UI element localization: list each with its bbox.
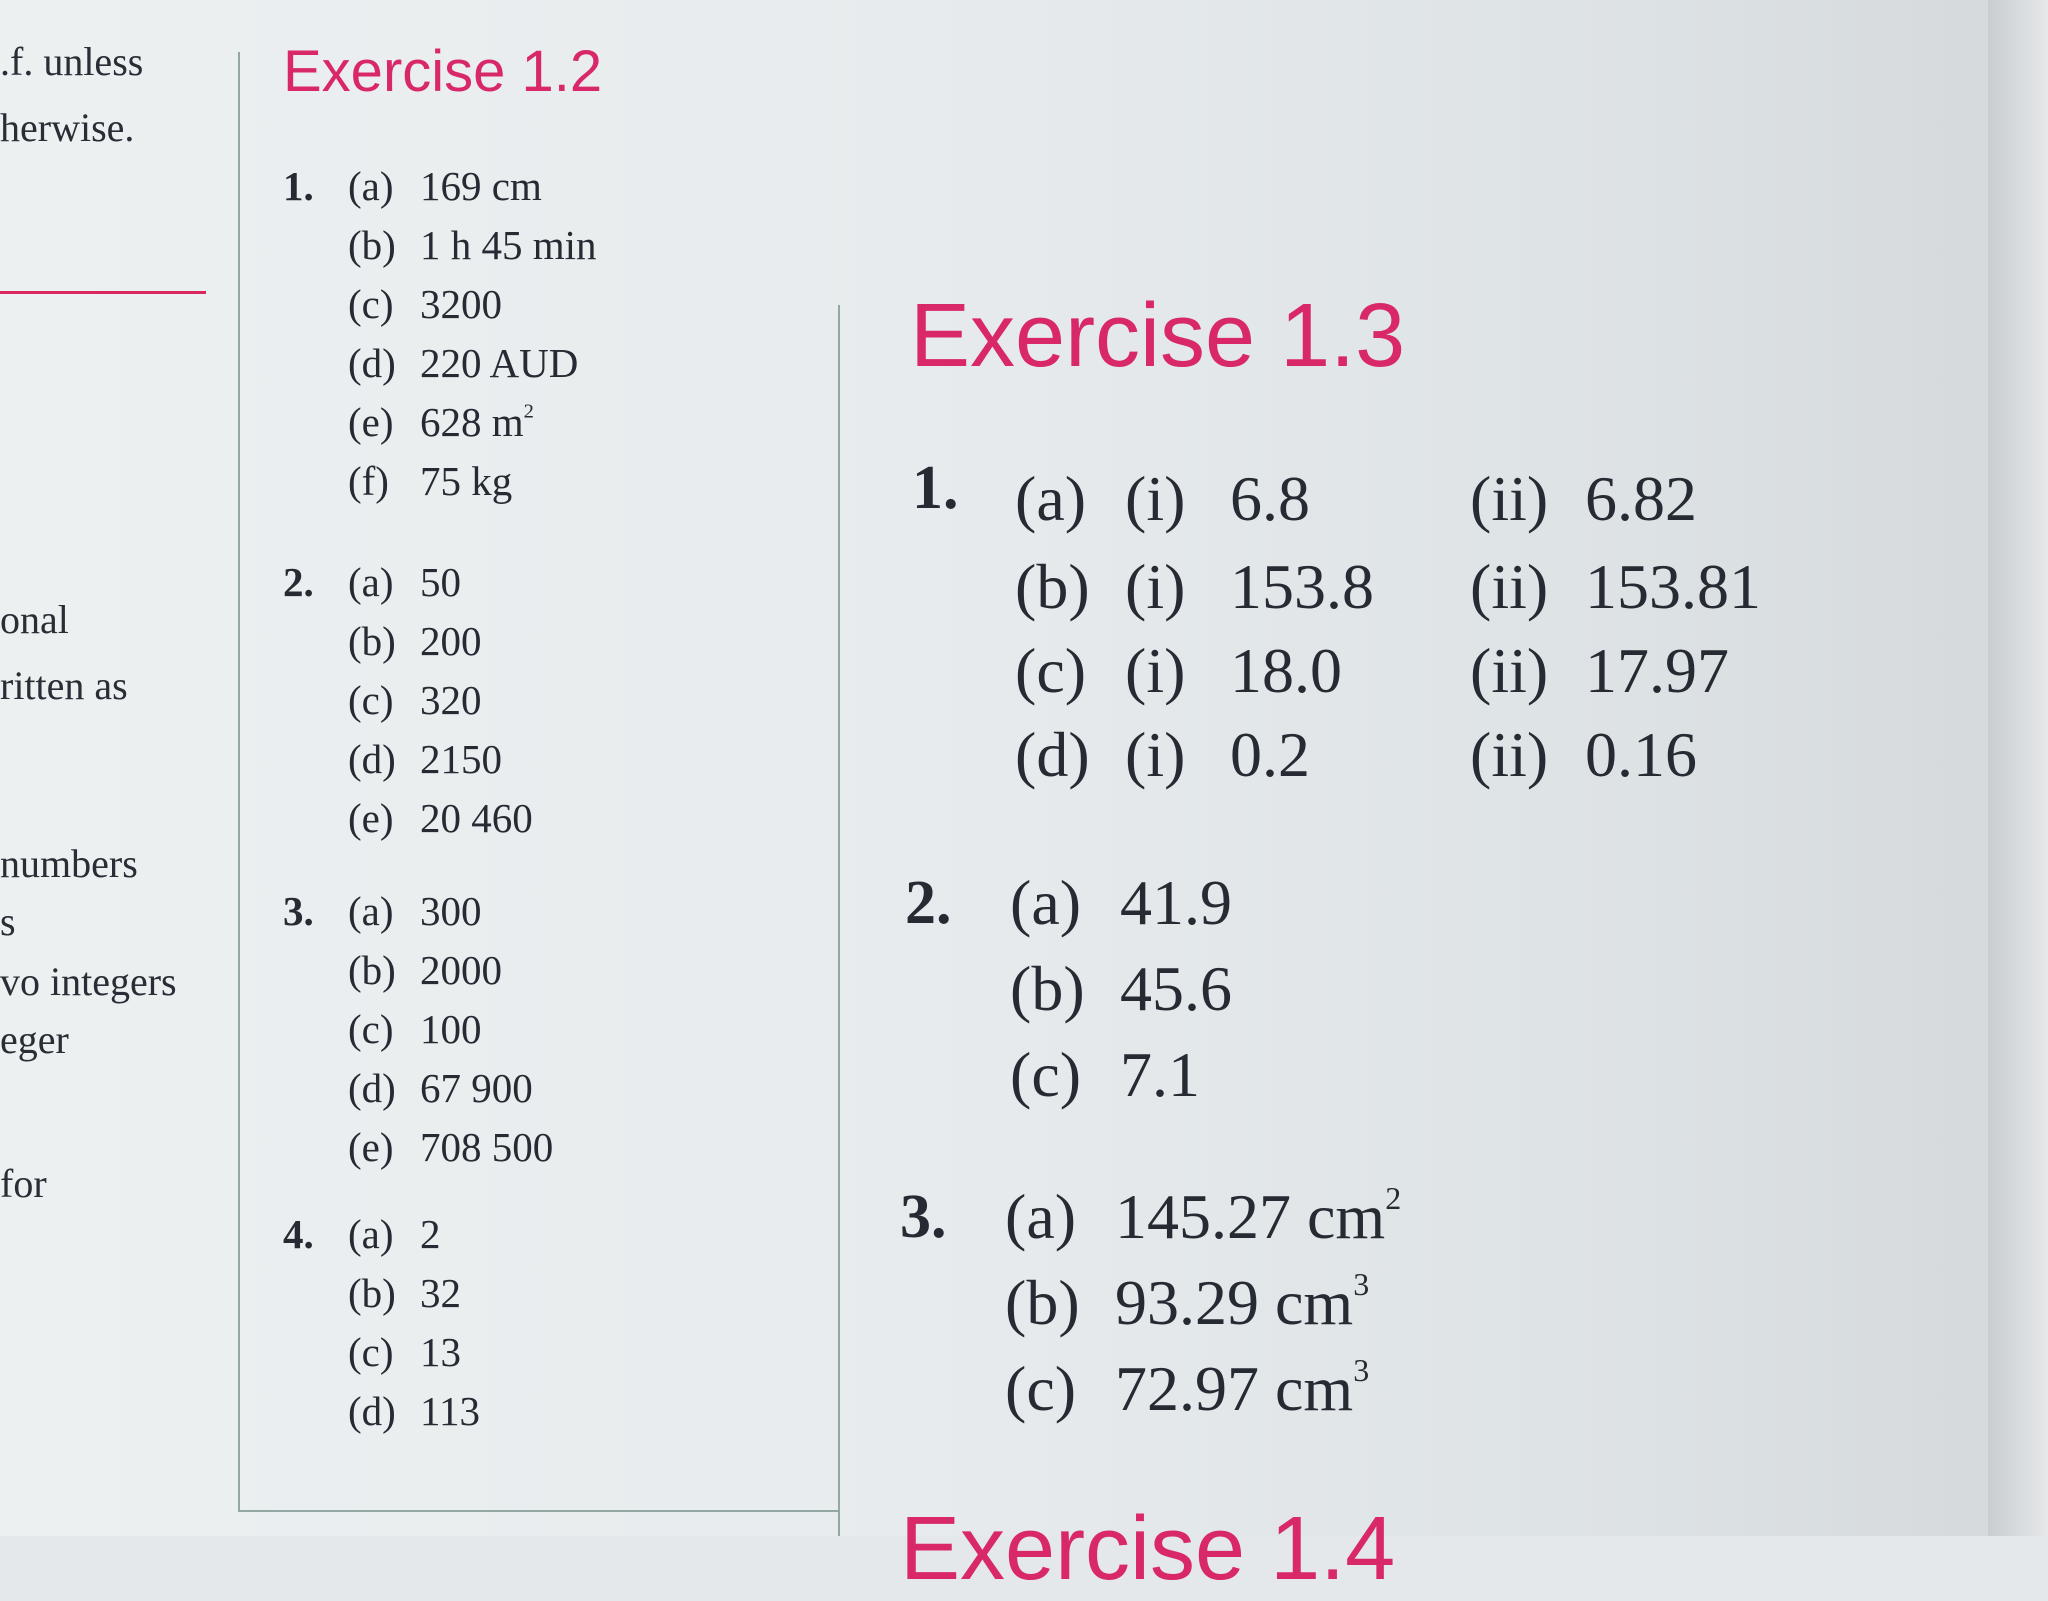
part-label: (c)	[348, 677, 394, 723]
subpart-label: (ii)	[1470, 719, 1549, 790]
part-label: (b)	[1005, 1267, 1080, 1338]
answer-value: 153.81	[1585, 551, 1761, 622]
question-number: 1.	[283, 163, 314, 209]
answer-value: 41.9	[1120, 867, 1232, 938]
subpart-label: (ii)	[1470, 551, 1549, 622]
superscript: 2	[1385, 1180, 1402, 1217]
part-label: (b)	[348, 222, 396, 268]
part-label: (d)	[348, 736, 396, 782]
answer-row	[1005, 1174, 1401, 1260]
part-label: (c)	[348, 1006, 394, 1052]
part-label: (c)	[1010, 1039, 1082, 1110]
answer-value: 45.6	[1120, 953, 1232, 1024]
answer-value: 145.27 cm	[1115, 1181, 1386, 1252]
part-label: (a)	[348, 559, 394, 605]
answer-row	[283, 1264, 843, 1323]
answer-value: 1 h 45 min	[420, 222, 597, 268]
answer-row	[283, 789, 843, 848]
part-label: (e)	[348, 795, 394, 841]
part-label: (d)	[348, 340, 396, 386]
answer-row	[283, 1205, 843, 1264]
exercise-1-2-question-3	[283, 882, 843, 1177]
answer-value: 0.2	[1230, 719, 1310, 790]
answer-row	[283, 1323, 843, 1382]
part-label: (c)	[348, 1329, 394, 1375]
answer-value: 153.8	[1230, 551, 1374, 622]
superscript: 2	[523, 400, 534, 423]
answer-value: 220 AUD	[420, 340, 579, 386]
answer-row	[1010, 1032, 1200, 1118]
part-label: (a)	[348, 1211, 394, 1257]
exercise-1-2-question-1	[283, 157, 843, 511]
part-label: (c)	[1015, 635, 1087, 706]
part-label: (c)	[348, 281, 394, 327]
answer-value: 6.8	[1230, 463, 1310, 534]
answer-value: 18.0	[1230, 635, 1342, 706]
exercise-1-4-title-cropped: Exercise 1.4	[900, 1499, 1396, 1599]
answer-row	[283, 216, 843, 275]
part-label: (a)	[348, 888, 394, 934]
margin-line: onal	[0, 597, 69, 642]
part-label: (a)	[1010, 867, 1082, 938]
part-label: (a)	[1015, 463, 1087, 534]
part-label: (d)	[348, 1388, 396, 1434]
answer-value: 13	[420, 1329, 461, 1375]
subpart-label: (i)	[1125, 551, 1186, 622]
answer-row	[283, 882, 843, 941]
answer-row	[283, 730, 843, 789]
exercise-1-3-title: Exercise 1.3	[910, 286, 1406, 386]
answer-value: 3200	[420, 281, 502, 327]
question-number: 4.	[283, 1211, 314, 1257]
answer-row	[1010, 860, 1232, 946]
part-label: (d)	[348, 1065, 396, 1111]
margin-line: for	[0, 1161, 47, 1206]
margin-line: eger	[0, 1017, 69, 1062]
answer-value: 113	[420, 1388, 480, 1434]
superscript: 3	[1353, 1266, 1370, 1303]
answer-value: 50	[420, 559, 461, 605]
answer-row	[283, 1382, 843, 1441]
margin-line: s	[0, 899, 16, 944]
answer-value: 300	[420, 888, 482, 934]
answer-row	[283, 334, 843, 393]
superscript: 3	[1353, 1352, 1370, 1389]
answer-row	[1015, 628, 1729, 714]
answer-value: 320	[420, 677, 482, 723]
answer-row	[283, 452, 843, 511]
question-number: 1.	[912, 454, 959, 522]
question-number: 3.	[900, 1183, 947, 1251]
part-label: (b)	[348, 618, 396, 664]
answer-value: 2	[420, 1211, 441, 1257]
answer-row	[1005, 1260, 1369, 1346]
answer-row	[1015, 456, 1697, 542]
answer-row	[283, 941, 843, 1000]
part-label: (f)	[348, 458, 389, 504]
answer-row	[283, 393, 843, 452]
part-label: (b)	[348, 947, 396, 993]
answer-value: 0.16	[1585, 719, 1697, 790]
answer-value: 17.97	[1585, 635, 1729, 706]
answer-row	[283, 157, 843, 216]
exercise-1-2-title: Exercise 1.2	[283, 39, 603, 104]
answer-value: 708 500	[420, 1124, 554, 1170]
answer-row	[283, 612, 843, 671]
answer-row	[1015, 544, 1761, 630]
answer-value: 169 cm	[420, 163, 542, 209]
answer-value: 93.29 cm	[1115, 1267, 1354, 1338]
question-number: 2.	[283, 559, 314, 605]
margin-line: herwise.	[0, 105, 135, 150]
subpart-label: (i)	[1125, 463, 1186, 534]
part-label: (b)	[1010, 953, 1085, 1024]
answer-value: 200	[420, 618, 482, 664]
margin-line: ritten as	[0, 663, 128, 708]
part-label: (e)	[348, 1124, 394, 1170]
margin-rule	[0, 291, 206, 294]
answer-row	[283, 1059, 843, 1118]
part-label: (a)	[348, 163, 394, 209]
answer-row	[283, 671, 843, 730]
answer-row	[1005, 1346, 1369, 1432]
answer-value: 7.1	[1120, 1039, 1200, 1110]
answer-value: 628 m	[420, 399, 524, 445]
part-label: (b)	[1015, 551, 1090, 622]
answer-row	[283, 1118, 843, 1177]
margin-line: .f. unless	[0, 39, 144, 84]
answer-row	[1010, 946, 1232, 1032]
subpart-label: (i)	[1125, 635, 1186, 706]
page-edge-shadow	[1988, 0, 2048, 1536]
question-number: 2.	[905, 869, 952, 937]
part-label: (a)	[1005, 1181, 1077, 1252]
exercise-1-2-question-4	[283, 1205, 843, 1441]
box-bottom-rule	[238, 1510, 838, 1512]
answer-value: 72.97 cm	[1115, 1353, 1354, 1424]
answer-value: 2150	[420, 736, 502, 782]
subpart-label: (ii)	[1470, 635, 1549, 706]
part-label: (b)	[348, 1270, 396, 1316]
subpart-label: (ii)	[1470, 463, 1549, 534]
answer-value: 32	[420, 1270, 461, 1316]
answer-row	[1015, 712, 1697, 798]
part-label: (d)	[1015, 719, 1090, 790]
subpart-label: (i)	[1125, 719, 1186, 790]
margin-line: numbers	[0, 841, 138, 886]
exercise-1-2-question-2	[283, 553, 843, 848]
answer-value: 67 900	[420, 1065, 533, 1111]
answer-value: 100	[420, 1006, 482, 1052]
margin-line: vo integers	[0, 959, 177, 1004]
box-left-rule	[238, 52, 240, 1512]
answer-value: 20 460	[420, 795, 533, 841]
answer-value: 6.82	[1585, 463, 1697, 534]
part-label: (e)	[348, 399, 394, 445]
answer-row	[283, 275, 843, 334]
answer-value: 2000	[420, 947, 502, 993]
answer-row	[283, 553, 843, 612]
answer-value: 75 kg	[420, 458, 513, 504]
answer-row	[283, 1000, 843, 1059]
question-number: 3.	[283, 888, 314, 934]
part-label: (c)	[1005, 1353, 1077, 1424]
